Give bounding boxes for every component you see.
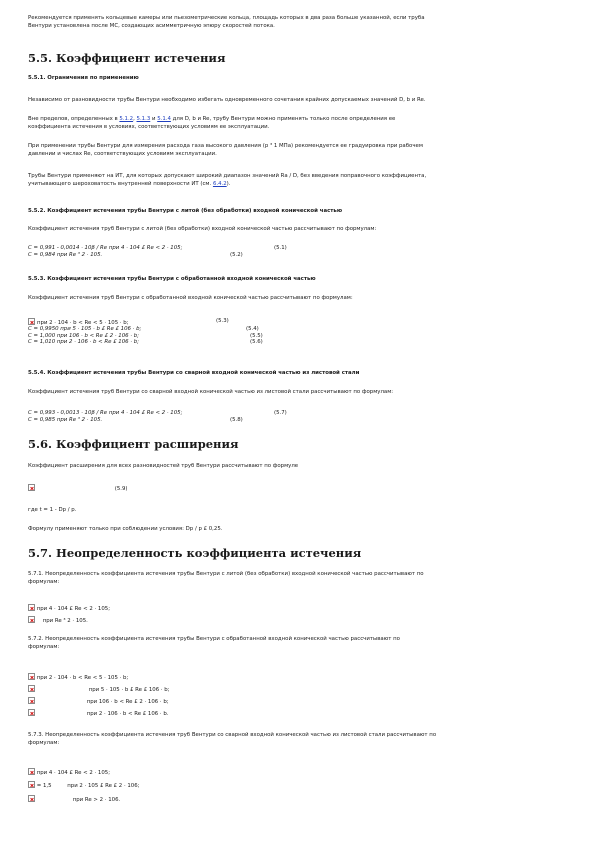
formula-5-5: С = 1,000 при 106 · b < Re £ 2 · 106 · b; [28,332,139,339]
formula-5-7: С = 0,993 - 0,0013 · 10β / Re при 4 · 104 £ Re < 2 · 105; [28,410,183,416]
ref-link-5-1-4[interactable]: 5.1.4 [157,116,171,122]
equation-number: (5.4) [246,326,259,332]
formula-block-5-1-5-2 [28,245,287,258]
broken-image-icon [28,685,35,692]
paragraph-5-5-1-a: Независимо от разновидности трубы Вентури необходимо избегать одновременного сочетания крайних допускаемых значений D, b и Re. [28,97,426,103]
paragraph-5-6: Коэффициент расширения для всех разновидностей труб Вентури рассчитывают по формуле [28,463,299,469]
equation-number: (5.8) [230,416,243,423]
subsection-title-5-5-4: 5.5.4. Коэффициент истечения трубы Вентури со сварной входной конической частью из листовой стали [28,370,360,376]
ref-link-6-4-2[interactable]: 6.4.2 [212,180,227,187]
formula-row-5-7-3-b: = 1,5 при 2 · 105 £ Re £ 2 · 106; [28,781,139,790]
paragraph-5-7-2: 5.7.2. Неопределенность коэффициента истечения трубы Вентури с обработанной входной конической частью рассчитывают по формулам: [28,636,400,650]
equation-number: (5.7) [274,410,287,416]
subsection-title-5-5-1: 5.5.1. Ограничения по применению [28,75,139,81]
paragraph-5-5-3: Коэффициент истечения труб Вентури с обработанной входной конической частью рассчитывают по формулам: [28,295,353,301]
formula-5-9-row [28,484,128,493]
formula-5-2: С = 0,984 при Re ³ 2 · 105. [28,251,103,258]
equation-number: (5.3) [216,318,229,324]
broken-image-icon [28,781,35,788]
equation-number: (5.1) [274,245,287,251]
paragraph-5-5-4: Коэффициент истечения труб Вентури со сварной входной конической частью из листовой стали рассчитывают по формулам: [28,389,394,395]
broken-image-icon [28,673,35,680]
formula-block-5-7-5-8 [28,410,287,423]
broken-image-icon [28,318,35,325]
broken-image-icon [28,616,35,623]
paragraph-5-5-1-b: Вне пределов, определенных в 5.1.2, 5.1.3 и 5.1.4 для D, b и Re, трубу Вентури можно применять только после определения ее коэффициента истечения в условиях, соответствующих условиям ее эксплуатации. [28,116,396,130]
paragraph-5-5-1-d: Трубы Вентури применяют на ИТ, для которых допускают широкий диапазон значений Ra / D, без введения поправочного коэффициента, учитывающего шероховатость внутренней поверхности ИТ (см. 6.4.2). [28,173,427,187]
formula-5-1: С = 0,991 - 0,0014 · 10β / Re при 4 · 104 £ Re < 2 · 105; [28,245,183,251]
equation-number: (5.2) [230,251,243,258]
broken-image-icon [28,795,35,802]
paragraph-5-7-3: 5.7.3. Неопределенность коэффициента истечения труб Вентури со сварной входной конической частью из листовой стали рассчитывают по формулам: [28,732,437,746]
paragraph-5-6-condition: Формулу применяют только при соблюдении условия: Dp / p £ 0,25. [28,526,223,532]
broken-image-icon [28,697,35,704]
ref-link-5-1-3[interactable]: 5.1.3 [136,116,151,122]
formula-5-8: С = 0,985 при Re ³ 2 · 105. [28,416,103,423]
equation-number: (5.6) [250,339,263,346]
formula-5-6: С = 1,010 при 2 · 106 · b < Re £ 106 · b; [28,339,139,346]
section-title-5-7: 5.7. Неопределенность коэффициента истечения [28,546,362,560]
formula-row-5-7-3-c: при Re > 2 · 106. [28,795,120,804]
equation-number: (5.9) [114,486,128,492]
paragraph-5-5-1-c: При применении трубы Вентури для измерения расхода газа высокого давления (р ³ 1 МПа) рекомендуется ее градуировка при рабочем давлении и числах Re, соответствующих условиям эксплуатации. [28,143,423,157]
formula-row-5-7-1-b: при Re ³ 2 · 105. [28,616,88,625]
formula-5-4: С = 0,9950 при 5 · 105 · b £ Re £ 106 · b; [28,326,142,332]
formula-row-5-7-2-a: при 2 · 104 · b < Re < 5 · 105 · b; [28,673,128,682]
formula-row-5-7-2-c: при 106 · b < Re £ 2 · 106 · b; [28,697,169,706]
subsection-title-5-5-2: 5.5.2. Коэффициент истечения трубы Вентури с литой (без обработки) входной конической частью [28,208,343,214]
formula-block-5-3-5-6 [28,318,263,346]
paragraph-5-5-2: Коэффициент истечения труб Вентури с литой (без обработки) входной конической частью рассчитывают по формулам: [28,226,377,232]
ref-link-5-1-2[interactable]: 5.1.2 [119,116,134,122]
section-title-5-5: 5.5. Коэффициент истечения [28,51,226,65]
formula-row-5-7-3-a: при 4 · 104 £ Re < 2 · 105; [28,768,110,777]
formula-row-5-7-1-a: при 4 · 104 £ Re < 2 · 105; [28,604,110,613]
section-title-5-6: 5.6. Коэффициент расширения [28,437,239,451]
paragraph-5-7-1: 5.7.1. Неопределенность коэффициента истечения трубы Вентури с литой (без обработки) входной конической частью рассчитывают по формулам: [28,571,424,585]
broken-image-icon [28,768,35,775]
paragraph-5-6-where: где t = 1 - Dp / p. [28,507,77,513]
broken-image-icon [28,604,35,611]
formula-row-5-7-2-b: при 5 · 105 · b £ Re £ 106 · b; [28,685,170,694]
subsection-title-5-5-3: 5.5.3. Коэффициент истечения трубы Вентури с обработанной входной конической частью [28,276,316,282]
formula-5-3: при 2 · 104 · b < Re < 5 · 105 · b; [37,320,129,326]
formula-row-5-7-2-d: при 2 · 106 · b < Re £ 106 · b. [28,709,169,718]
intro-paragraph: Рекомендуется применять кольцевые камеры или пьезометрические кольца, площадь которых в два раза больше указанной, если труба Вентури установлена после МС, создающих асимметричную эпюру скоростей потока. [28,15,425,29]
equation-number: (5.5) [250,332,263,339]
broken-image-icon [28,709,35,716]
broken-image-icon [28,484,35,491]
